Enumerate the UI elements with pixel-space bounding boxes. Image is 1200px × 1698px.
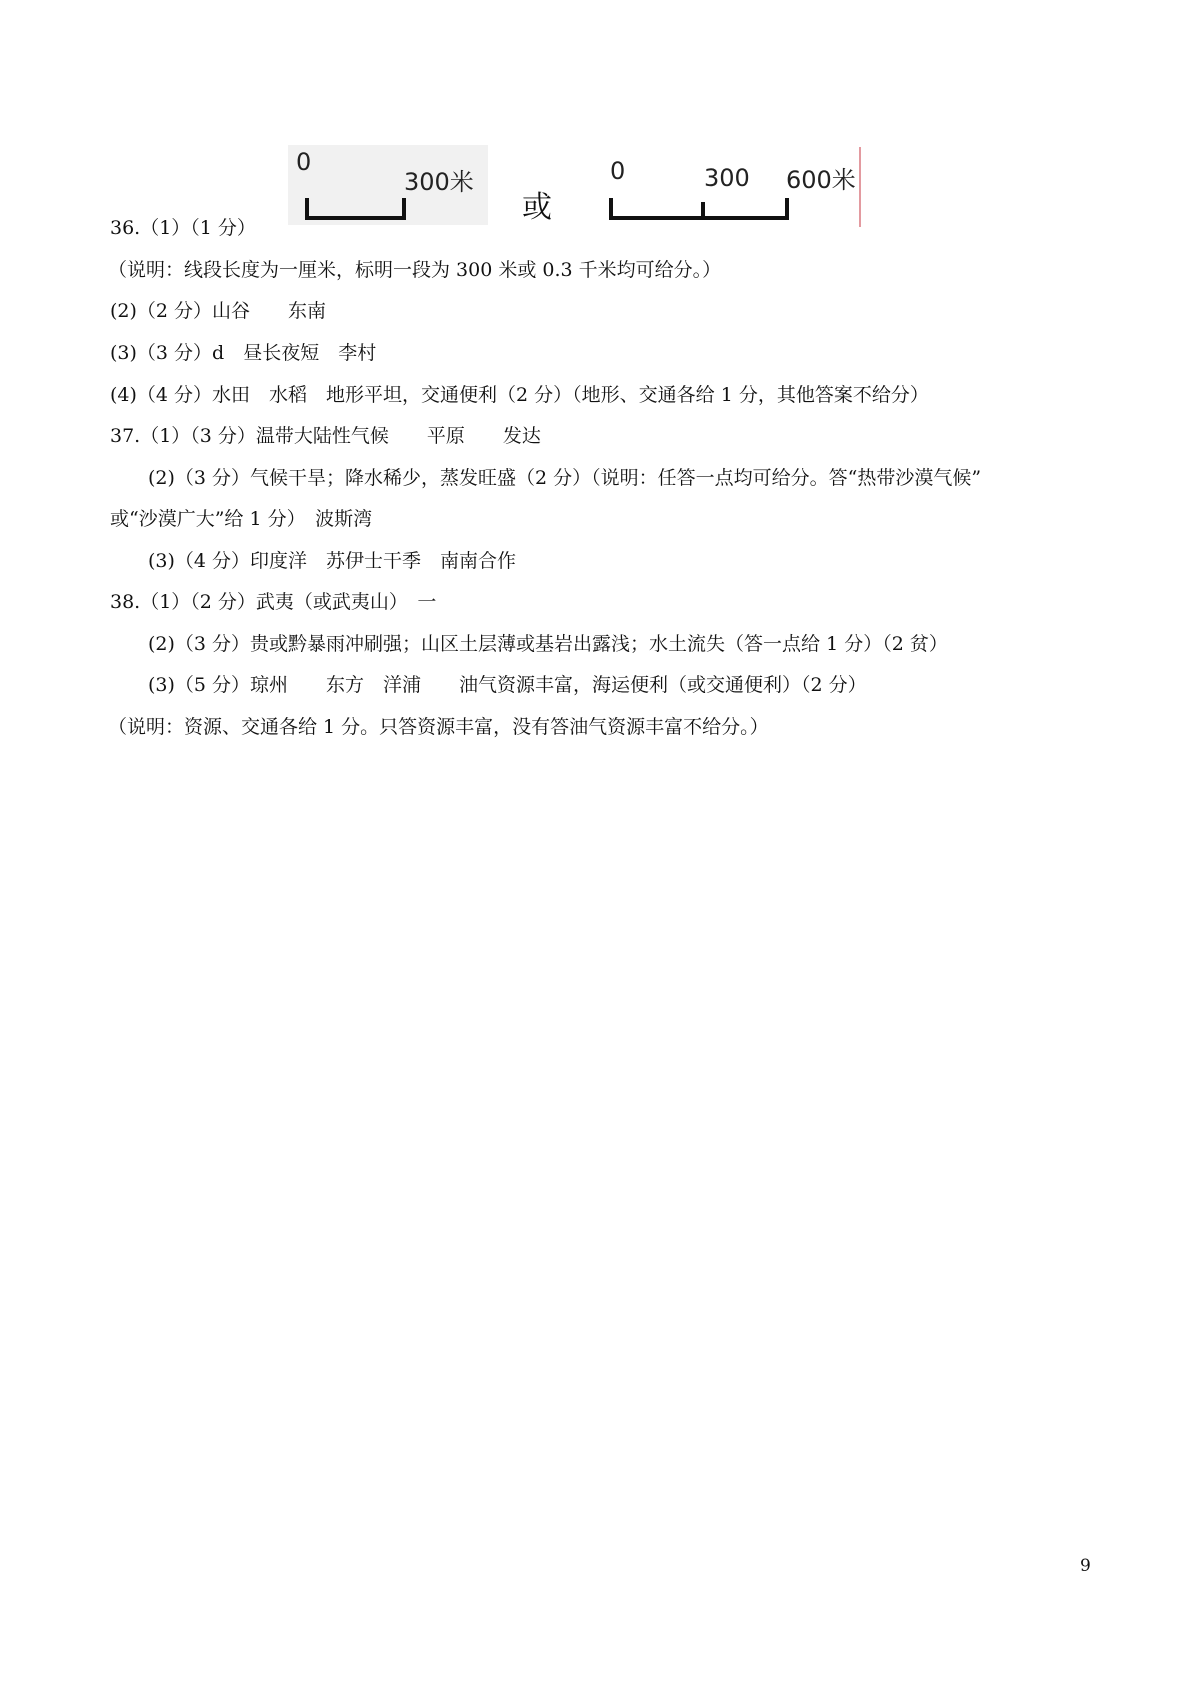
answer-36-4: (4)（4 分）水田 水稻 地形平坦，交通便利（2 分）（地形、交通各给 1 分，其他答案不给分）	[110, 384, 929, 406]
answer-37-2: (2)（3 分）气候干旱；降水稀少，蒸发旺盛（2 分）（说明：任答一点均可给分。答“热带沙漠气候”	[110, 467, 982, 489]
answer-38-1: 38.（1）（2 分）武夷（或武夷山） 一	[110, 591, 437, 613]
answer-36-2: (2)（2 分）山谷 东南	[110, 300, 327, 322]
answer-37-2-cont: 或“沙漠广大”给 1 分） 波斯湾	[110, 508, 373, 530]
answer-38-2: (2)（3 分）贵或黔暴雨冲刷强；山区土层薄或基岩出露浅；水土流失（答一点给 1 分）（2 贫）	[110, 633, 948, 655]
scale-bar-1-end-label: 300米	[404, 168, 474, 196]
scale-bar-2-end-label: 600米	[786, 166, 856, 194]
scale-bar-1-line	[305, 216, 406, 220]
scale-bar-2-mid-tick	[701, 202, 705, 220]
answer-37-3: (3)（4 分）印度洋 苏伊士干季 南南合作	[110, 550, 517, 572]
answer-38-note: （说明：资源、交通各给 1 分。只答资源丰富，没有答油气资源丰富不给分。）	[108, 716, 769, 738]
scale-bar-1-start-label: 0	[296, 148, 312, 176]
answer-36-3: (3)（3 分）d 昼长夜短 李村	[110, 342, 377, 364]
answer-36-note: （说明：线段长度为一厘米，标明一段为 300 米或 0.3 千米均可给分。）	[108, 259, 722, 281]
answer-38-3: (3)（5 分）琼州 东方 洋浦 油气资源丰富，海运便利（或交通便利）（2 分）	[110, 674, 867, 696]
scale-connector-text: 或	[522, 190, 552, 225]
scale-bar-2-line	[609, 216, 789, 220]
scale-figure-red-rule	[859, 147, 861, 227]
answer-37-1: 37.（1）（3 分）温带大陆性气候 平原 发达	[110, 425, 541, 447]
answer-36-1: 36.（1）（1 分）	[110, 217, 256, 239]
scale-bar-2-right-tick	[785, 198, 789, 220]
scale-bar-2-mid-label: 300	[704, 164, 750, 192]
page-number: 9	[1080, 1556, 1091, 1576]
scale-bar-2-start-label: 0	[610, 157, 626, 185]
scale-bar-1-right-tick	[402, 198, 406, 220]
